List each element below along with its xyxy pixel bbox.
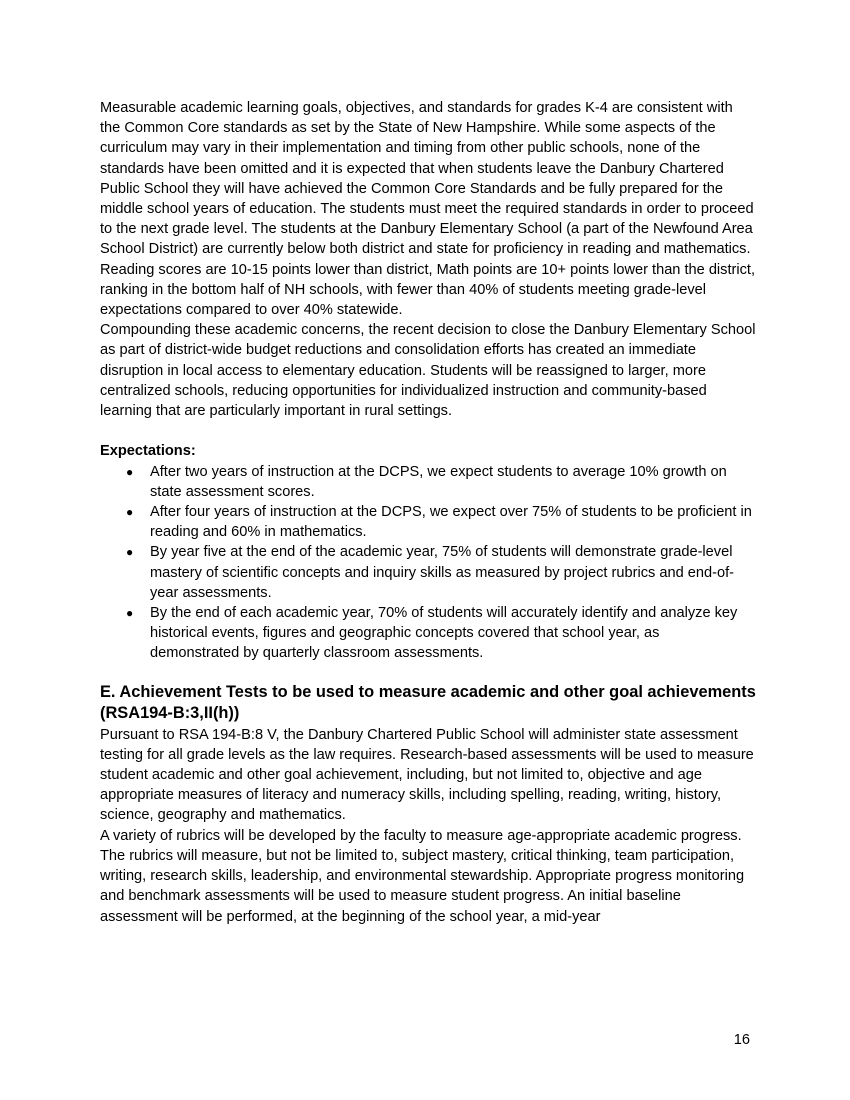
list-item [126, 462, 756, 502]
expectations-list [100, 462, 756, 664]
list-item [126, 542, 756, 603]
list-item [126, 603, 756, 664]
page-number: 16 [733, 1032, 750, 1048]
document-page [100, 98, 756, 927]
bullet-icon: ● [126, 464, 134, 479]
expectations-label: Expectations: [100, 443, 196, 460]
intro-paragraph-academic-goals: Measurable academic learning goals, objectives, and standards for grades K-4 are consistent with the Common Core standards as set by the State of New Hampshire. While some aspects of the curriculum may vary in their implementation and timing from other public schools, none of the standards have been omitted and it is expected that when students leave the Danbury Chartered Public School they will have achieved the Common Core Standards and be fully prepared for the middle school years of education. The students must meet the required standards in order to proceed to the next grade level. The students at the Danbury Elementary School (a part of the Newfound Area School District) are currently below both district and state for proficiency in reading and mathematics. Reading scores are 10-15 points lower than district, Math points are 10+ points lower than the district, ranking in the bottom half of NH schools, with fewer than 40% of students meeting grade-level expectations compared to over 40% statewide. [100, 100, 756, 319]
section-paragraph-rubrics: A variety of rubrics will be developed by the faculty to measure age-appropriate academic progress. The rubrics will measure, but not be limited to, subject mastery, critical thinking, team participation, writing, research skills, leadership, and environmental stewardship. Appropriate progress monitoring and benchmark assessments will be used to measure student progress. An initial baseline assessment will be performed, at the beginning of the school year, a mid-year [100, 827, 745, 925]
list-item-text: After four years of instruction at the DCPS, we expect over 75% of students to be proficient in reading and 60% in mathematics. [150, 504, 752, 541]
section-paragraph-state-testing: Pursuant to RSA 194-B:8 V, the Danbury Chartered Public School will administer state assessment testing for all grade levels as the law requires. Research-based assessments will be used to measure student academic and other goal achievement, including, but not limited to, objective and age appropriate measures of literacy and numeracy skills, including spelling, reading, writing, history, science, geography and mathematics. [100, 726, 754, 824]
list-item [126, 502, 756, 542]
list-item-text: By the end of each academic year, 70% of students will accurately identify and analyze key historical events, figures and geographic concepts covered that school year, as demonstrated by quarterly classroom assessments. [150, 605, 738, 662]
bullet-icon: ● [126, 505, 134, 520]
bullet-icon: ● [126, 606, 134, 621]
section-heading: E. Achievement Tests to be used to measure academic and other goal achievements (RSA194-B:3,II(h)) [100, 682, 756, 723]
bullet-icon: ● [126, 545, 134, 560]
list-item-text: After two years of instruction at the DCPS, we expect students to average 10% growth on state assessment scores. [150, 463, 727, 500]
list-item-text: By year five at the end of the academic year, 75% of students will demonstrate grade-level mastery of scientific concepts and inquiry skills as measured by project rubrics and end-of-year assessments. [150, 544, 735, 601]
intro-paragraph-school-closure: Compounding these academic concerns, the recent decision to close the Danbury Elementary School as part of district-wide budget reductions and consolidation efforts has created an immediate disruption in local access to elementary education. Students will be reassigned to larger, more centralized schools, reducing opportunities for individualized instruction and community-based learning that are particularly important in rural settings. [100, 322, 756, 420]
